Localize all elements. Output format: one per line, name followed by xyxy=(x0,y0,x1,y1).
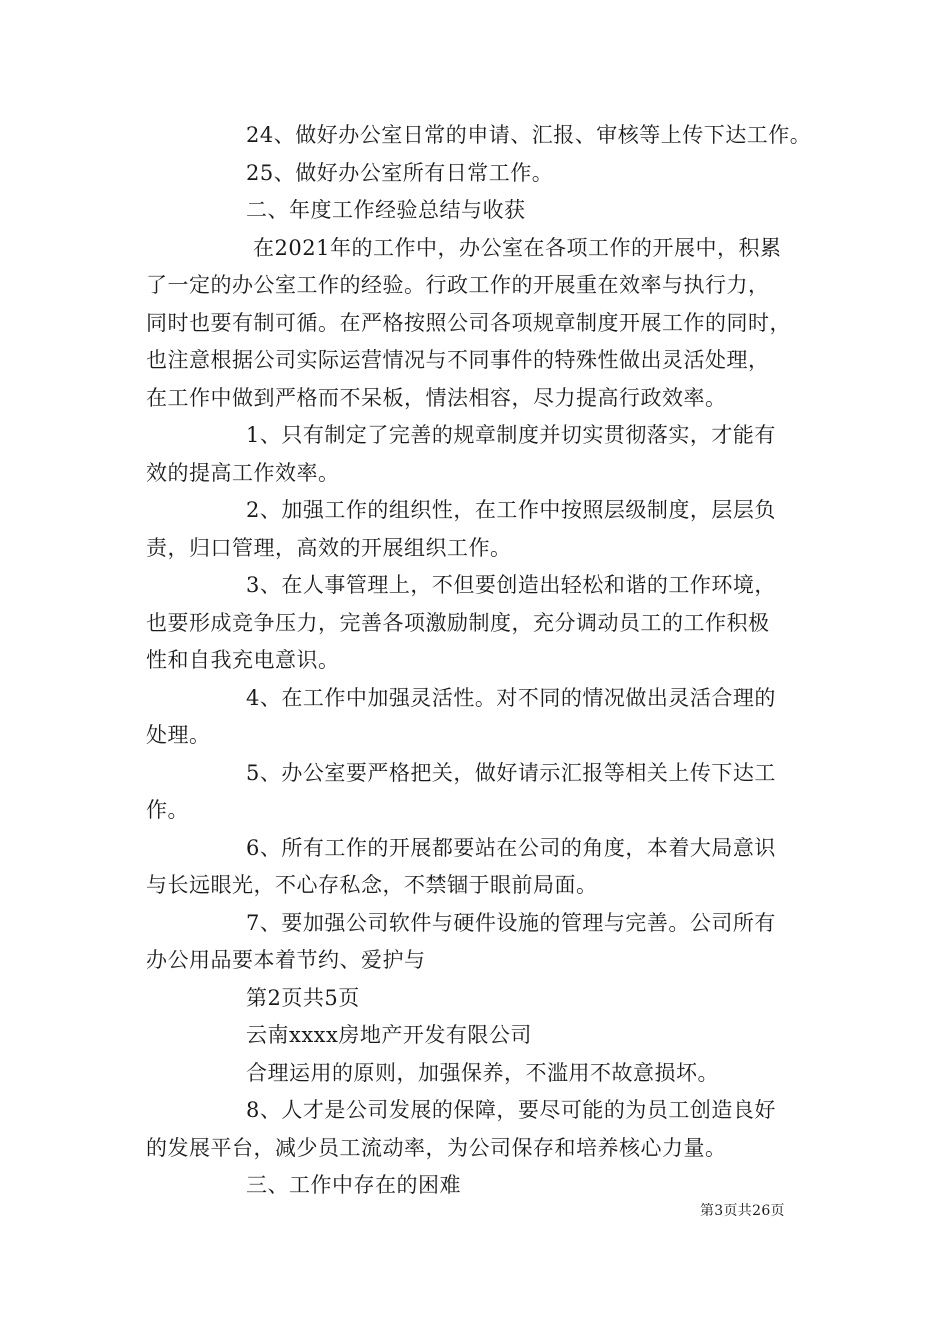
paragraph-line: 同时也要有制可循。在严格按照公司各项规章制度开展工作的同时， xyxy=(146,310,791,335)
paragraph-line: 在工作中做到严格而不呆板，情法相容，尽力提高行政效率。 xyxy=(146,385,727,410)
paragraph-line: 也注意根据公司实际运营情况与不同事件的特殊性做出灵活处理， xyxy=(146,348,770,372)
list-item-line: 性和自我充电意识。 xyxy=(146,648,340,672)
paragraph-line: 在2021年的工作中，办公室在各项工作的开展中，积累 xyxy=(253,235,782,260)
list-item-line: 5、办公室要严格把关，做好请示汇报等相关上传下达工 xyxy=(246,760,776,785)
page-number-footer: 第3页共26页 xyxy=(700,1203,785,1219)
list-item-line: 的发展平台，减少员工流动率，为公司保存和培养核心力量。 xyxy=(146,1135,727,1160)
section-heading: 三、工作中存在的困难 xyxy=(246,1173,461,1197)
paragraph-line: 25、做好办公室所有日常工作。 xyxy=(246,160,554,185)
list-item-line: 与长远眼光，不心存私念，不禁锢于眼前局面。 xyxy=(146,873,598,897)
section-heading: 二、年度工作经验总结与收获 xyxy=(246,198,526,222)
list-item-line: 办公用品要本着节约、爱护与 xyxy=(146,948,426,972)
document-body xyxy=(146,117,816,1205)
list-item-line: 也要形成竞争压力，完善各项激励制度，充分调动员工的工作积极 xyxy=(146,610,770,635)
list-item-line: 8、人才是公司发展的保障，要尽可能的为员工创造良好 xyxy=(246,1098,776,1122)
list-item-line: 责，归口管理，高效的开展组织工作。 xyxy=(146,535,512,560)
paragraph-line: 了一定的办公室工作的经验。行政工作的开展重在效率与执行力， xyxy=(146,273,770,297)
list-item-line: 处理。 xyxy=(146,723,211,747)
list-item-line: 1、只有制定了完善的规章制度并切实贯彻落实，才能有 xyxy=(246,423,776,447)
list-item-line: 7、要加强公司软件与硬件设施的管理与完善。公司所有 xyxy=(246,910,776,935)
paragraph-line: 合理运用的原则，加强保养，不滥用不故意损坏。 xyxy=(246,1060,719,1085)
list-item-line: 作。 xyxy=(146,798,189,822)
list-item-line: 2、加强工作的组织性，在工作中按照层级制度，层层负 xyxy=(246,498,776,522)
list-item-line: 4、在工作中加强灵活性。对不同的情况做出灵活合理的 xyxy=(246,685,776,710)
paragraph-line: 24、做好办公室日常的申请、汇报、审核等上传下达工作。 xyxy=(246,123,812,147)
company-name: 云南xxxx房地产开发有限公司 xyxy=(246,1023,532,1047)
inner-page-number: 第2页共5页 xyxy=(246,985,360,1010)
list-item-line: 3、在人事管理上，不但要创造出轻松和谐的工作环境， xyxy=(246,573,776,597)
list-item-line: 效的提高工作效率。 xyxy=(146,460,340,485)
list-item-line: 6、所有工作的开展都要站在公司的角度，本着大局意识 xyxy=(246,835,776,860)
